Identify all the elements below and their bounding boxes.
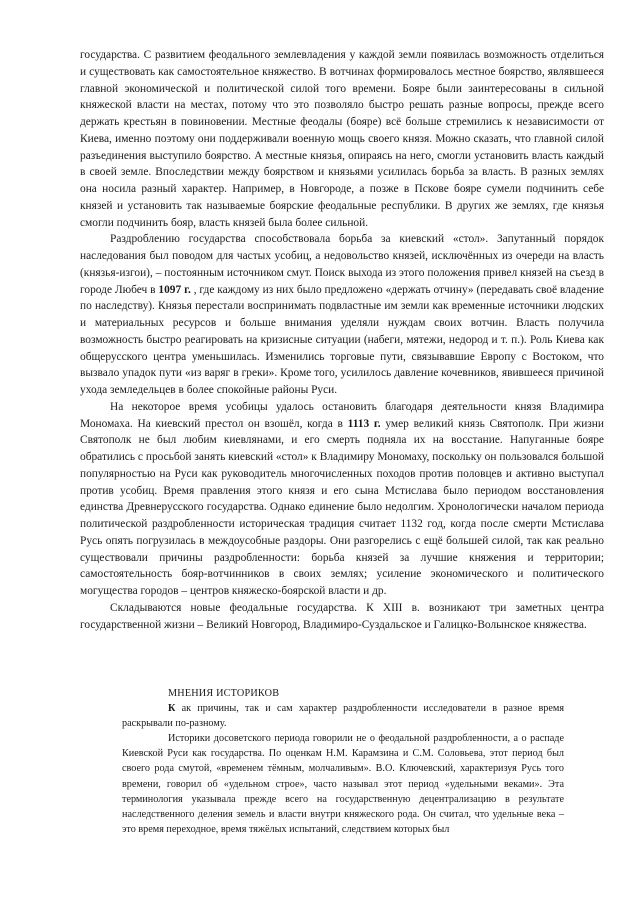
paragraph-3-text-a: На некоторое время усобицы удалось остановить благодаря деятельности князя Владимира Мономаха. На киевский престол он взошёл, когда в (80, 400, 604, 430)
paragraph-4: Складываются новые феодальные государства. К XIII в. возникают три заметных центра государственной жизни – Великий Новгород, Владимиро-Суздальское и Галицко-Волынское княжества. (80, 601, 604, 631)
year-1097: 1097 г. (158, 283, 191, 296)
opinions-heading: МНЕНИЯ ИСТОРИКОВ (168, 688, 280, 699)
paragraph-3 (80, 399, 604, 600)
historians-opinions-box (122, 686, 564, 837)
paragraph-3-text-b: умер великий князь Святополк. При жизни Святополк не был любим киевлянами, и его смерть подняла их на восстание. Напуганные бояре обратились с просьбой занять киевский «стол» к Владимиру Мономаху, поскольку он пользовался большой популярностью на Руси как руководитель многочисленных походов против половцев и активно выступал против усобиц. Время правления этого князя и его сына Мстислава было периодом восстановления единства Древнерусского государства. Однако единение было недолгим. Хронологически началом периода политической раздробленности историческая традиция считает 1132 год, когда после смерти Мстислава Русь опять погрузилась в междоусобные раздоры. Они разгорелись с ещё большей силой, так как реально существовали причины раздробленности: борьба князей за лучшие княжения и территории; самостоятельность бояр-вотчинников в своих землях; усиление экономического и политического могущества городов – центров княжеско-боярской власти и др. (80, 417, 604, 597)
paragraph-1: государства. С развитием феодального землевладения у каждой земли появилась возможность отделиться и существовать как самостоятельное княжество. В вотчинах формировалось местное боярство, являвшееся главной экономической и политической силой того времени. Бояре были заинтересованы в сильной княжеской власти на местах, потому что это позволяло быстро решать разные вопросы, прежде всего держать крестьян в повиновении. Местные феодалы (бояре) всё больше стремились к независимости от Киева, именно поэтому они поддерживали военную мощь своего князя. Можно сказать, что главной силой разъединения выступило боярство. А местные князья, опираясь на него, смогли установить власть каждый в своей земле. Впоследствии между боярством и князьями усилилась борьба за власть. В разных землях она носила разный характер. Например, в Новгороде, а позже в Пскове бояре сумели подчинить себе князей и установить так называемые боярские феодальные республики. В других же землях, где князья смогли подчинить бояр, власть князей была более сильной. (80, 49, 604, 229)
opinions-paragraph-1 (122, 701, 564, 731)
opinions-paragraph-1-text: ак причины, так и сам характер раздробленности исследователи в разное время раскрывали по-разному. (122, 703, 564, 730)
paragraph-2-text-a: Раздроблению государства способствовала борьба за киевский «стол». Запутанный порядок наследования был поводом для частых усобиц, а недовольство князей, исключённых из очереди на власть (князья-изгои), – постоянным источником смут. Поиск выхода из этого положения привел князей на съезд в городе Любеч в (80, 233, 604, 296)
opinions-paragraph-2: Историки досоветского периода говорили не о феодальной раздробленности, а о распаде Киевской Руси как государства. По оценкам Н.М. Карамзина и С.М. Соловьева, этот период был своего рода смутой, «временем тёмным, молчаливым». В.О. Ключевский, характеризуя Русь того времени, говорил об «удельном строе», часто называл этот период «удельными веками». Эта терминология указывала прежде всего на государственную децентрализацию в результате наследственного деления земель и власти внутри княжеского рода. Он считал, что удельные века – это время переходное, время тяжёлых испытаний, следствием которых был (122, 733, 564, 835)
year-1113: 1113 г. (347, 417, 381, 430)
paragraph-2-text-b: , где каждому из них было предложено «держать отчину» (передавать своё владение по наследству). Князья перестали воспринимать подвластные им земли как временные источники людских и материальных ресурсов и больше внимания уделяли нуждам своих вотчин. Власть получила возможность быстро реагировать на кризисные ситуации (набеги, мятежи, недород и т. п.). Роль Киева как общерусского центра уменьшилась. Изменились торговые пути, связывавшие Европу с Востоком, что вызвало упадок пути «из варяг в греки». Кроме того, усилилось давление кочевников, явившееся причиной ухода земледельцев в более спокойные районы Руси. (80, 283, 604, 396)
opinions-initial-letter: К (168, 703, 176, 715)
main-text (80, 47, 604, 633)
paragraph-2 (80, 231, 604, 399)
